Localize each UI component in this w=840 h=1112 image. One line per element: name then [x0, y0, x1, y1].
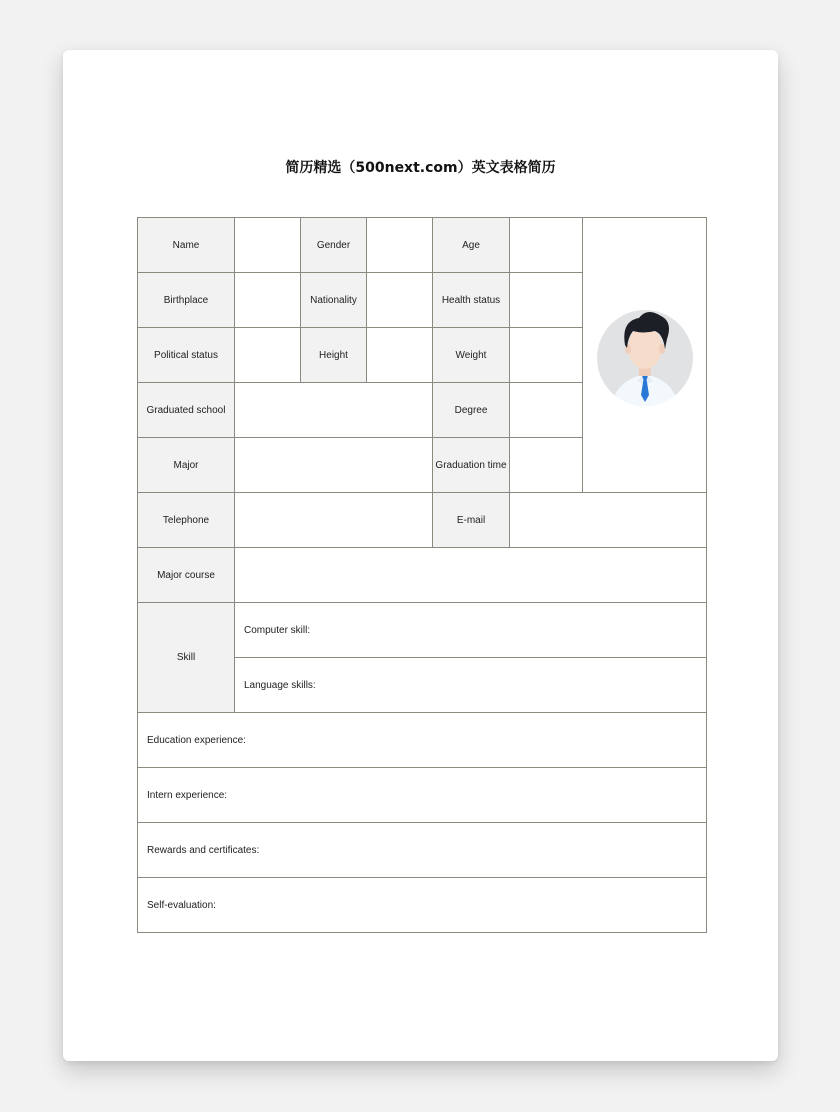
telephone-field[interactable]	[235, 493, 433, 548]
language-skills-field[interactable]: Language skills:	[235, 658, 707, 713]
birthplace-label: Birthplace	[138, 273, 235, 328]
photo-cell[interactable]	[583, 218, 707, 493]
intern-experience-field[interactable]: Intern experience:	[138, 768, 707, 823]
rewards-certificates-field[interactable]: Rewards and certificates:	[138, 823, 707, 878]
political-status-field[interactable]	[235, 328, 301, 383]
name-label: Name	[138, 218, 235, 273]
name-field[interactable]	[235, 218, 301, 273]
self-evaluation-field[interactable]: Self-evaluation:	[138, 878, 707, 933]
table-row	[138, 713, 707, 768]
health-status-label: Health status	[433, 273, 510, 328]
table-row	[138, 823, 707, 878]
degree-field[interactable]	[510, 383, 583, 438]
email-label: E-mail	[433, 493, 510, 548]
computer-skill-field[interactable]: Computer skill:	[235, 603, 707, 658]
graduated-school-label: Graduated school	[138, 383, 235, 438]
table-row	[138, 548, 707, 603]
nationality-field[interactable]	[367, 273, 433, 328]
major-course-label: Major course	[138, 548, 235, 603]
table-row	[138, 878, 707, 933]
gender-label: Gender	[301, 218, 367, 273]
major-label: Major	[138, 438, 235, 493]
graduation-time-field[interactable]	[510, 438, 583, 493]
graduation-time-label: Graduation time	[433, 438, 510, 493]
age-field[interactable]	[510, 218, 583, 273]
political-status-label: Political status	[138, 328, 235, 383]
age-label: Age	[433, 218, 510, 273]
height-field[interactable]	[367, 328, 433, 383]
page-title: 简历精选（500next.com）英文表格简历	[285, 160, 556, 176]
weight-field[interactable]	[510, 328, 583, 383]
gender-field[interactable]	[367, 218, 433, 273]
resume-table	[137, 217, 707, 933]
weight-label: Weight	[433, 328, 510, 383]
telephone-label: Telephone	[138, 493, 235, 548]
major-field[interactable]	[235, 438, 433, 493]
person-avatar-icon	[595, 301, 695, 411]
skill-label: Skill	[138, 603, 235, 713]
table-row	[138, 768, 707, 823]
table-row	[138, 218, 707, 273]
education-experience-field[interactable]: Education experience:	[138, 713, 707, 768]
major-course-field[interactable]	[235, 548, 707, 603]
nationality-label: Nationality	[301, 273, 367, 328]
table-row	[138, 493, 707, 548]
email-field[interactable]	[510, 493, 707, 548]
height-label: Height	[301, 328, 367, 383]
graduated-school-field[interactable]	[235, 383, 433, 438]
resume-page	[63, 50, 778, 1061]
birthplace-field[interactable]	[235, 273, 301, 328]
degree-label: Degree	[433, 383, 510, 438]
health-status-field[interactable]	[510, 273, 583, 328]
table-row	[138, 603, 707, 658]
